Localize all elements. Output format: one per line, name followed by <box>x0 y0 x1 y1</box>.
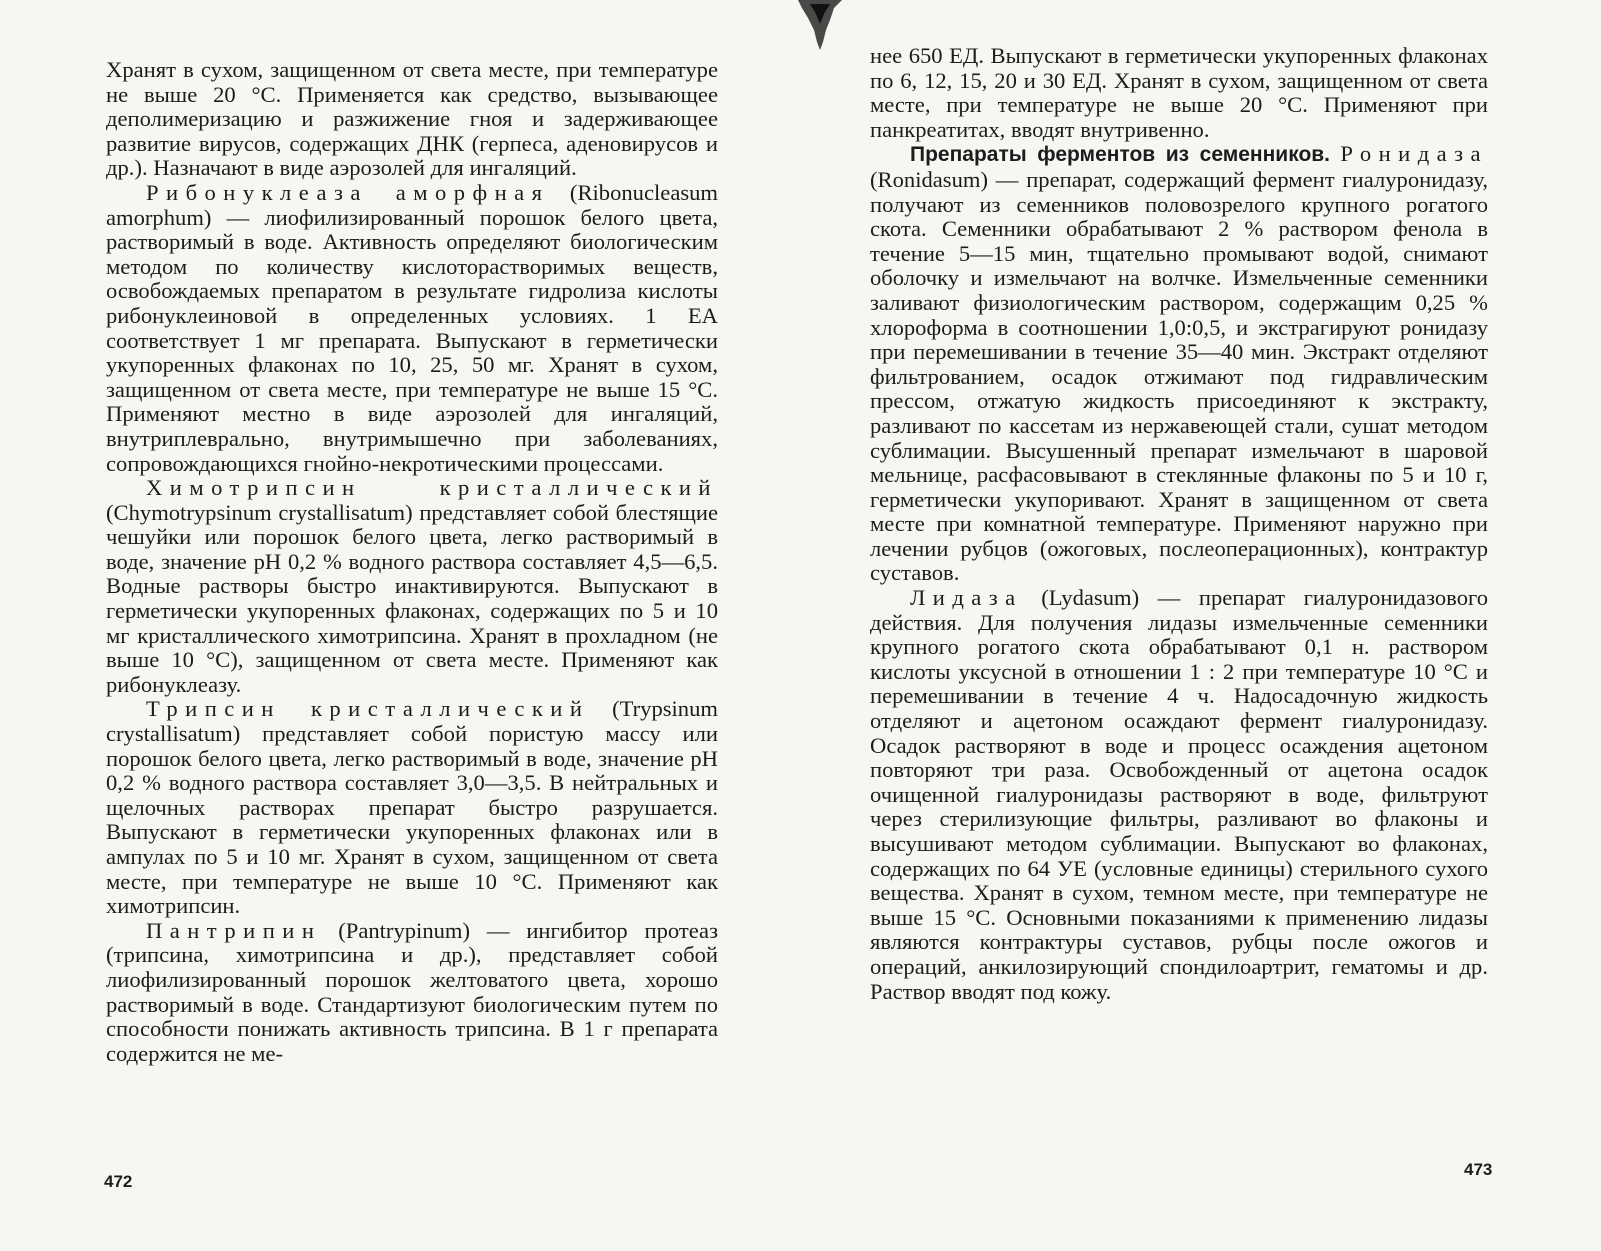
paragraph: нее 650 ЕД. Выпускают в герметически укупоренных флаконах по 6, 12, 15, 20 и 30 ЕД. Хранят в сухом, защищенном от света месте, при температуре не выше 20 °C. Применяют при панкреатитах, вводят внутривенно. <box>870 43 1488 142</box>
paragraph: Хранят в сухом, защищенном от света месте, при температуре не выше 20 °C. Применяется как средство, вызывающее деполимеризацию и разжижение гноя и задерживающее развитие вирусов, содержащих ДНК (герпеса, аденовирусов и др.). Назначают в виде аэрозолей для ингаляций. <box>106 57 718 181</box>
paragraph-trypsin <box>106 697 718 918</box>
paragraph-text: (Ribonucleasum amorphum) — лиофилизированный порошок белого цвета, растворимый в воде. Активность определяют биологическим методом по количеству кислоторастворимых веществ, освобождаемых препаратом в результате гидролиза кислоты рибонуклеиновой в определенных условиях. 1 ЕА соответствует 1 мг препарата. Выпускают в герметически укупоренных флаконах по 10, 25, 50 мг. Хранят в сухом, защищенном от света месте, при температуре не выше 15 °C. Применяют местно в виде аэрозолей для ингаляций, внутриплеврально, внутримышечно при заболеваниях, сопровождающихся гнойно-некротическими процессами. <box>106 179 719 476</box>
paragraph-text: (Trypsinum crystallisatum) представляет собой пористую массу или порошок белого цвета, легко растворимый в воде, значение pH 0,2 % водного раствора составляет 3,0—3,5. В нейтральных и щелочных растворах препарат быстро разрушается. Выпускают в герметически укупоренных флаконах или в ампулах по 5 и 10 мг. Хранят в сухом, защищенном от света месте, при температуре не выше 10 °C. Применяют как химотрипсин. <box>106 696 718 919</box>
drug-term: Пантрипин <box>146 917 322 943</box>
paragraph-chymotrypsin <box>106 476 718 697</box>
paragraph-text: (Chymotrypsinum crystallisatum) представляет собой блестящие чешуйки или порошок белого цвета, легко растворимый в воде, значение pH 0,2 % водного раствора составляет 4,5—6,5. Водные растворы быстро инактивируются. Выпускают в герметически укупоренных флаконах, содержащих по 5 и 10 мг кристаллического химотрипсина. Хранят в прохладном (не выше 10 °C), защищенном от света месте. Применяют как рибонуклеазу. <box>106 499 718 697</box>
left-text-column <box>106 58 718 1066</box>
right-page <box>800 0 1601 1251</box>
paragraph-ronidase <box>870 142 1488 586</box>
page-number: 472 <box>104 1172 133 1191</box>
paragraph-text: (Ronidasum) — препарат, содержащий фермент гиалуронидазу, получают из семенников половозрелого крупного рогатого скота. Семенники обрабатывают 2 % раствором фенола в течение 5—15 мин, тщательно промывают водой, снимают оболочку и измельчают на волчке. Измельченные семенники заливают физиологическим раствором, содержащим 0,25 % хлороформа в соотношении 1,0:0,5, и экстрагируют ронидазу при перемешивании в течение 35—40 мин. Экстракт отделяют фильтрованием, осадок отжимают под гидравлическим прессом, отжатую жидкость присоединяют к экстракту, разливают по кассетам из нержавеющей стали, сушат методом сублимации. Высушенный препарат измельчают в шаровой мельнице, расфасовывают в стеклянные флаконы по 5 и 10 г, герметически укупоривают. Хранят в защищенном от света месте при комнатной температуре. Применяют наружно при лечении рубцов (ожоговых, послеоперационных), контрактур суставов. <box>870 166 1488 586</box>
paragraph-text: (Pantrypinum) — ингибитор протеаз (трипсина, химотрипсина и др.), представляет собой лиофилизированный порошок желтоватого цвета, хорошо растворимый в воде. Стандартизуют биологическим путем по способности понижать активность трипсина. В 1 г препарата содержится не ме- <box>106 917 718 1066</box>
page-number: 473 <box>1464 1160 1493 1179</box>
right-text-column <box>870 44 1488 1004</box>
paragraph-lydase <box>870 586 1488 1004</box>
left-page <box>0 0 790 1251</box>
drug-term: Лидаза <box>910 585 1023 611</box>
paragraph-ribonuclease <box>106 181 718 476</box>
drug-term: Рибонуклеаза аморфная <box>146 179 550 205</box>
paragraph-text: (Lydasum) — препарат гиалуронидазового действия. Для получения лидазы измельченные семенники крупного рогатого скота обрабатывают 0,1 н. раствором кислоты уксусной в отношении 1 : 2 при температуре 10 °C и перемешивании в течение 4 ч. Надосадочную жидкость отделяют и ацетоном осаждают фермент гиалуронидазу. Осадок растворяют в воде и процесс осаждения ацетоном повторяют три раза. Освобожденный от ацетона осадок очищенной гиалуронидазы растворяют в воде, фильтруют через стерилизующие фильтры, разливают во флаконы и высушивают методом сублимации. Выпускают во флаконах, содержащих по 64 УЕ (условные единицы) стерильного сухого вещества. Хранят в сухом, темном месте, при температуре не выше 15 °C. Основными показаниями к применению лидазы являются контрактуры суставов, рубцы после ожогов и операций, анкилозирующий спондилоартрит, гематомы и др. Раствор вводят под кожу. <box>870 585 1488 1004</box>
paragraph-pantrypin <box>106 919 718 1067</box>
drug-term: Трипсин кристаллический <box>146 696 590 722</box>
drug-term: Ронидаза <box>1340 141 1488 167</box>
section-heading: Препараты ферментов из семенников. <box>910 143 1331 167</box>
drug-term: Химотрипсин кристаллический <box>146 475 718 501</box>
